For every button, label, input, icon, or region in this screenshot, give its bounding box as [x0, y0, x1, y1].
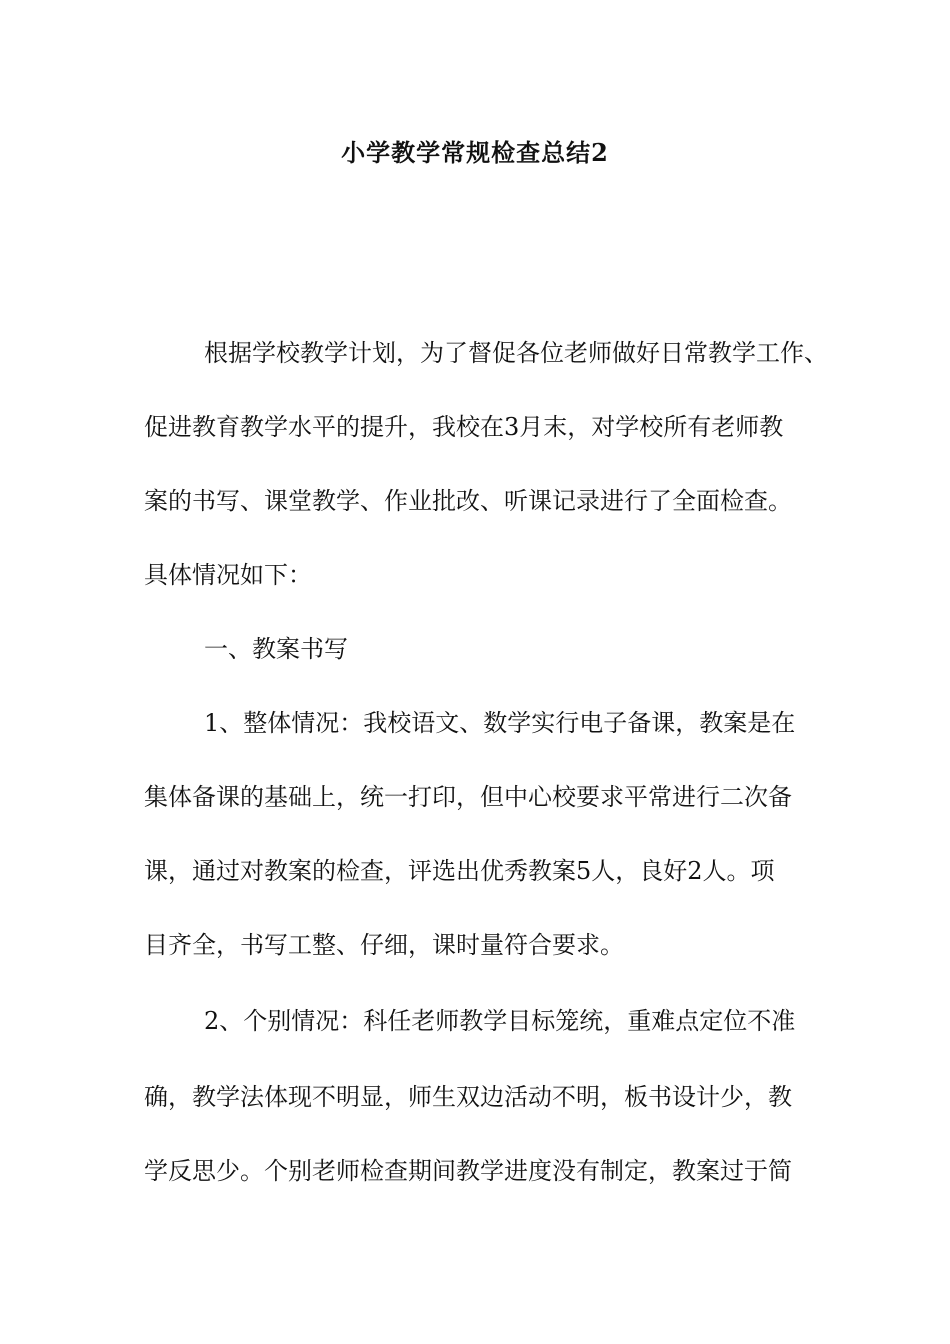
document-title: 小学教学常规检查总结2: [341, 138, 609, 167]
paragraph-line: 集体备课的基础上，统一打印，但中心校要求平常进行二次备: [144, 783, 792, 811]
paragraph-line: 学反思少。个别老师检查期间教学进度没有制定，教案过于简: [144, 1157, 792, 1185]
paragraph-line: 1、整体情况：我校语文、数学实行电子备课，教案是在: [204, 709, 796, 737]
paragraph-line: 促进教育教学水平的提升，我校在3月末，对学校所有老师教: [144, 413, 784, 441]
paragraph-line: 目齐全，书写工整、仔细，课时量符合要求。: [144, 931, 624, 959]
paragraph-line: 课，通过对教案的检查，评选出优秀教案5人，良好2人。项: [144, 857, 775, 885]
section-heading: 一、教案书写: [204, 635, 348, 663]
paragraph-line: 根据学校教学计划，为了督促各位老师做好日常教学工作、: [204, 339, 828, 367]
paragraph-line: 具体情况如下：: [144, 561, 312, 589]
paragraph-line: 案的书写、课堂教学、作业批改、听课记录进行了全面检查。: [144, 487, 792, 515]
paragraph-line: 确，教学法体现不明显，师生双边活动不明，板书设计少，教: [144, 1083, 792, 1111]
paragraph-line: 2、个别情况：科任老师教学目标笼统，重难点定位不准: [204, 1007, 796, 1035]
